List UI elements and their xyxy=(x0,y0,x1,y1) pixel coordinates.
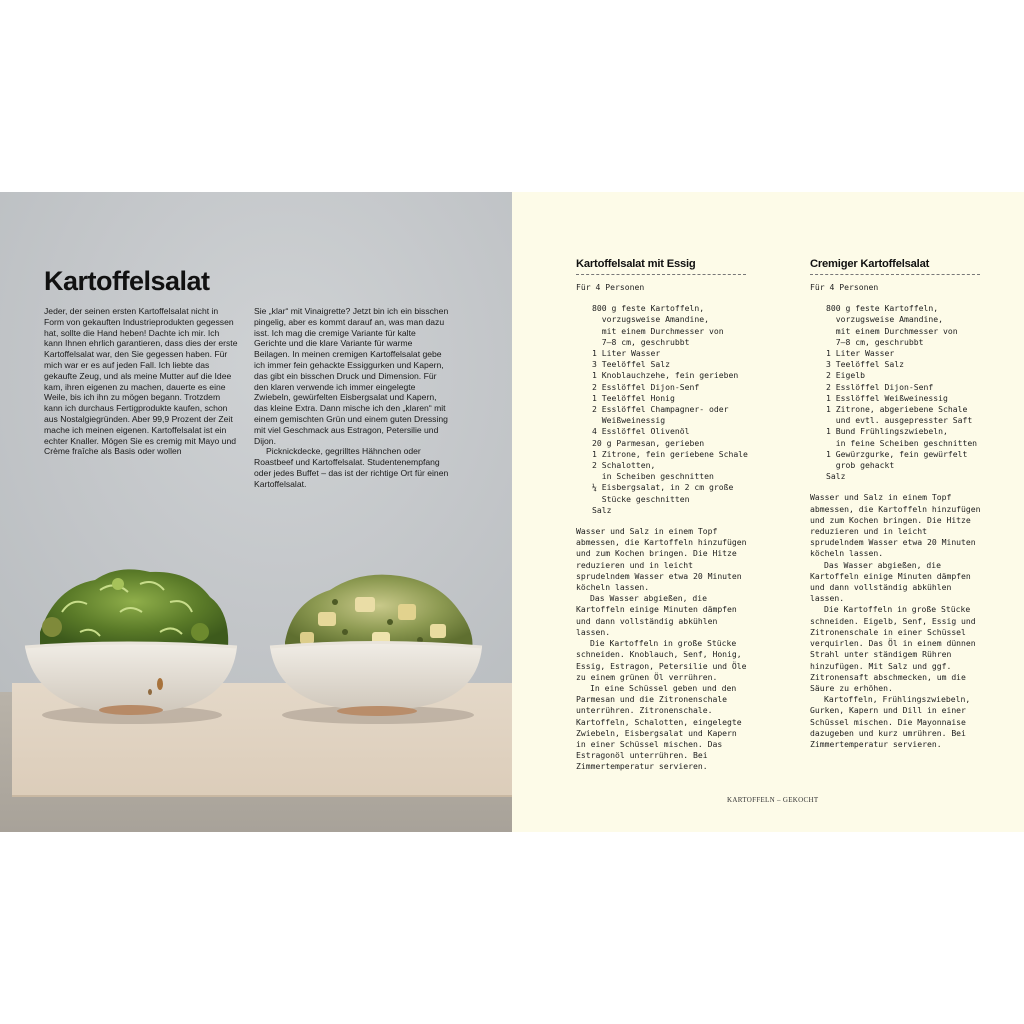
ingredient-item: vorzugsweise Amandine, xyxy=(826,314,943,325)
ingredient-item: 1 Teelöffel Honig xyxy=(592,392,675,403)
ingredient-item: 1 Esslöffel Weißweinessig xyxy=(826,392,948,403)
book-spread xyxy=(0,192,1024,832)
ingredient-item: 20 g Parmesan, gerieben xyxy=(592,437,705,448)
ingredient-item: 2 Schalotten, xyxy=(592,460,656,471)
ingredient-item: mit einem Durchmesser von xyxy=(592,325,724,336)
ingredient-item: ¼ Eisbergsalat, in 2 cm große xyxy=(592,482,734,493)
method-steps xyxy=(576,526,748,772)
ingredient-item: 2 Esslöffel Dijon-Senf xyxy=(826,381,934,392)
ingredient-list xyxy=(810,303,982,482)
method-step: Die Kartoffeln in große Stücke schneiden. Knoblauch, Senf, Honig, Essig, Estragon, Petersilie und Öle zu einem grünen Öl verrühren. xyxy=(576,638,747,682)
right-bowl xyxy=(270,575,482,716)
ingredient-item: vorzugsweise Amandine, xyxy=(592,314,709,325)
page-title: Kartoffelsalat xyxy=(44,266,210,296)
method-step: Wasser und Salz in einem Topf abmessen, die Kartoffeln hinzufügen und zum Kochen bringen. Die Hitze reduzieren und in leicht sprudelndem Wasser etwa 20 Minuten köcheln lassen. xyxy=(576,526,747,593)
ingredient-item: 2 Esslöffel Champagner- oder xyxy=(592,404,729,415)
ingredient-item: 7–8 cm, geschrubbt xyxy=(826,336,924,347)
intro-paragraph: Sie „klar“ mit Vinaigrette? Jetzt bin ich ein bisschen pingelig, aber es kommt darauf an, was man dazu isst. Ich mag die cremige Variante für kalte Gerichte und die klare Variante für warme Beilagen. In meinen cremigen Kartoffelsalat gebe ich immer fein gehackte Essiggurken und Kapern, das gibt ein bisschen Druck und Dimension. Für den klaren verwende ich immer eingelegte Zwiebeln, gewürfelten Eisbergsalat und Kapern, das kleine Extra. Dann mische ich den „klaren“ mit einem gemischten Grün und einem guten Dressing mit viel Geschmack aus Estragon, Petersilie und Dijon. xyxy=(254,306,449,446)
divider xyxy=(810,274,980,275)
ingredient-item: 1 Bund Frühlingszwiebeln, xyxy=(826,426,948,437)
divider xyxy=(576,274,746,275)
ingredient-item: und evtl. ausgepresster Saft xyxy=(826,415,973,426)
recipe-creamy xyxy=(810,258,982,750)
ingredient-item: 1 Liter Wasser xyxy=(592,348,661,359)
method-step: Das Wasser abgießen, die Kartoffeln einige Minuten dämpfen und dann vollständig abkühlen lassen. xyxy=(576,593,737,637)
left-bowl xyxy=(25,569,237,715)
ingredient-item: 3 Teelöffel Salz xyxy=(592,359,670,370)
ingredient-item: Weißweinessig xyxy=(592,415,666,426)
method-step: Kartoffeln, Frühlingszwiebeln, Gurken, Kapern und Dill in einer Schüssel mischen. Die Mayonnaise dazugeben und kurz umrühren. Bei Zimmertemperatur servieren. xyxy=(810,694,971,749)
ingredient-item: 2 Eigelb xyxy=(826,370,865,381)
ingredient-item: Salz xyxy=(826,471,846,482)
ingredient-item: Stücke geschnitten xyxy=(592,493,690,504)
recipe-title: Cremiger Kartoffelsalat xyxy=(810,258,930,270)
intro-paragraph: Picknickdecke, gegrilltes Hähnchen oder Roastbeef und Kartoffelsalat. Studentenempfang oder jedes Buffet – das ist der richtige Ort für einen Kartoffelsalat. xyxy=(254,446,449,489)
intro-column-1 xyxy=(44,306,240,457)
ingredient-item: 1 Zitrone, fein geriebene Schale xyxy=(592,448,748,459)
running-footer: KARTOFFELN – GEKOCHT xyxy=(727,796,819,804)
ingredient-item: 7–8 cm, geschrubbt xyxy=(592,336,690,347)
ingredient-item: in Scheiben geschnitten xyxy=(592,471,714,482)
method-step: Wasser und Salz in einem Topf abmessen, die Kartoffeln hinzufügen und zum Kochen bringen. Die Hitze reduzieren und in leicht sprudelndem Wasser etwa 20 Minuten köcheln lassen. xyxy=(810,492,981,559)
method-steps xyxy=(810,492,982,750)
recipe-serves: Für 4 Personen xyxy=(576,282,645,292)
method-step: Das Wasser abgießen, die Kartoffeln einige Minuten dämpfen und dann vollständig abkühlen lassen. xyxy=(810,559,971,604)
ingredient-item: 1 Liter Wasser xyxy=(826,348,895,359)
ingredient-item: 1 Zitrone, abgeriebene Schale xyxy=(826,404,968,415)
ingredient-item: 2 Esslöffel Dijon-Senf xyxy=(592,381,700,392)
recipe-page xyxy=(512,192,1024,832)
recipe-vinegar xyxy=(576,258,748,773)
intro-paragraph: Jeder, der seinen ersten Kartoffelsalat nicht in Form von gekauften Industrieprodukten gegessen hat, sollte die Hand heben! Dachte ich mir. Ich kann Ihnen ehrlich garantieren, dass dies der erste Kartoffelsalat war, den Sie gegessen haben. Für mich war er es auf jeden Fall. Ich liebte das gekaufte Zeug, und als meine Mutter auf die Idee kam, ihren eigenen zu machen, dauerte es eine Weile, bis ich ihn zu mögen begann. Trotzdem kann ich durchaus Fertigprodukte kaufen, schon aus Nostalgiegründen. Aber 99,9 Prozent der Zeit mache ich meinen eigenen. Kartoffelsalat ist ein echter Knaller. Mögen Sie es cremig mit Mayo und Crème fraîche als Basis oder wollen xyxy=(44,306,238,457)
intro-column-2 xyxy=(254,306,450,490)
ingredient-item: grob gehackt xyxy=(826,460,895,471)
ingredient-item: mit einem Durchmesser von xyxy=(826,325,958,336)
photo-page xyxy=(0,192,512,832)
ingredient-item: in feine Scheiben geschnitten xyxy=(826,437,978,448)
ingredient-item: 4 Esslöffel Olivenöl xyxy=(592,426,690,437)
ingredient-list xyxy=(576,303,748,516)
ingredient-item: 3 Teelöffel Salz xyxy=(826,359,904,370)
ingredient-item: 1 Gewürzgurke, fein gewürfelt xyxy=(826,448,968,459)
method-step: In eine Schüssel geben und den Parmesan und die Zitronenschale unterrühren. Zitronenschale. Kartoffeln, Schalotten, eingelegte Zwiebeln, Eisbergsalat und Kapern in einer Schüssel mischen. Das Estragonöl unterrühren. Bei Zimmertemperatur servieren. xyxy=(576,682,742,772)
ingredient-item: 1 Knoblauchzehe, fein gerieben xyxy=(592,370,739,381)
recipe-serves: Für 4 Personen xyxy=(810,282,879,292)
recipe-title: Kartoffelsalat mit Essig xyxy=(576,258,696,270)
ingredient-item: 800 g feste Kartoffeln, xyxy=(826,303,939,314)
ingredient-item: 800 g feste Kartoffeln, xyxy=(592,303,705,314)
method-step: Die Kartoffeln in große Stücke schneiden. Eigelb, Senf, Essig und Zitronenschale in einer Schüssel verquirlen. Das Öl in einem dünnen Strahl unter ständigem Rühren hinzufügen. Mit Salz und ggf. Zitronensaft abschmecken, um die Säure zu erhöhen. xyxy=(810,604,976,693)
ingredient-item: Salz xyxy=(592,504,612,515)
